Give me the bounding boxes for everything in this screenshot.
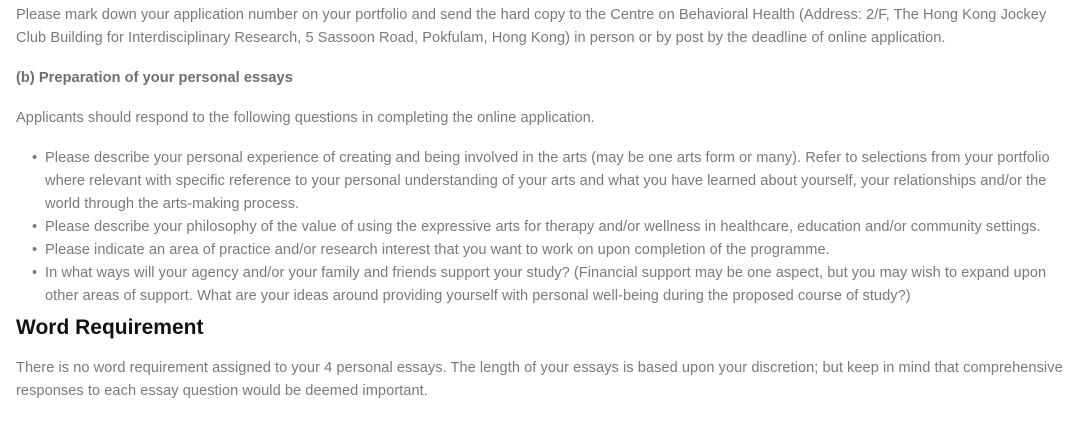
essay-question-text: Please describe your personal experience of creating and being involved in the arts (may be one arts form or many). Refer to selections from your portfolio where relevant with specific reference to your personal understanding of your arts and what you have learned about yourself, your relationships and/or the world through the arts-making process. [45,150,1050,212]
essay-question-item [32,216,1064,239]
essays-lead-paragraph: Applicants should respond to the following questions in completing the online application. [16,110,595,126]
word-requirement-heading: Word Requirement [16,316,204,339]
essay-questions-list [16,147,1064,308]
word-requirement-paragraph: There is no word requirement assigned to your 4 personal essays. The length of your essays is based upon your discretion; but keep in mind that comprehensive responses to each essay question would be deemed important. [16,360,1063,399]
essay-question-text: Please describe your philosophy of the value of using the expressive arts for therapy and/or wellness in healthcare, education and/or community settings. [45,219,1041,235]
bullet-dot-icon: • [32,150,38,166]
essay-question-text: Please indicate an area of practice and/or research interest that you want to work on upon completion of the programme. [45,242,830,258]
essay-question-item [32,239,1064,262]
portfolio-submission-paragraph: Please mark down your application number on your portfolio and send the hard copy to the Centre on Behavioral Health (Address: 2/F, The Hong Kong Jockey Club Building for Interdisciplinary Research, 5 Sassoon Road, Pokfulam, Hong Kong) in person or by post by the deadline of online application. [16,7,1047,46]
essay-question-item [32,147,1064,216]
essay-question-text: In what ways will your agency and/or your family and friends support your study? (Financial support may be one aspect, but you may wish to expand upon other areas of support. What are your ideas around providing yourself with personal well-being during the proposed course of study?) [45,265,1047,304]
bullet-dot-icon: • [32,242,38,258]
bullet-dot-icon: • [32,265,38,281]
essays-subheading: (b) Preparation of your personal essays [16,70,293,86]
essay-question-item [32,262,1064,308]
bullet-dot-icon: • [32,219,38,235]
